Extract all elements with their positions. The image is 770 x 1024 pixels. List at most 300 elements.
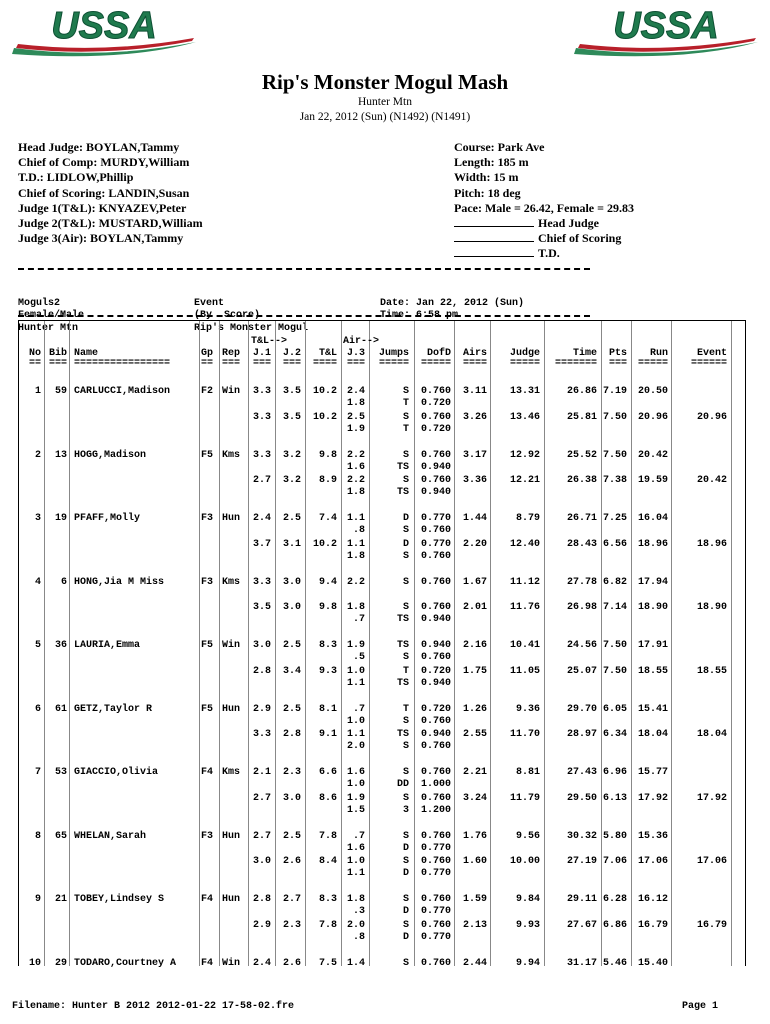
run-j3: .8 <box>352 931 365 943</box>
run-score: 15.77 <box>637 767 668 778</box>
run-j3: .3 <box>352 906 365 917</box>
column-divider <box>544 321 545 966</box>
run-j3: 2.2 <box>346 576 365 588</box>
run-jump: T <box>402 703 409 715</box>
run-j1: 2.4 <box>252 957 271 969</box>
run-j2: 2.5 <box>282 830 301 842</box>
run-jump: TS <box>396 729 409 740</box>
info-col-2: Event (By Score) Rip's Monster Mogul <box>194 297 309 334</box>
run-jump: D <box>402 513 409 524</box>
run-j3: 1.4 <box>346 957 365 969</box>
run-score: 18.96 <box>637 538 668 550</box>
run-score: 18.55 <box>637 665 668 677</box>
run-jump: D <box>402 906 409 917</box>
signature-chief-of-scoring: Chief of Scoring <box>454 231 634 246</box>
run-airs: 1.59 <box>462 894 487 905</box>
athlete-group: F5 <box>201 640 214 651</box>
athlete-rep: Win <box>222 386 241 397</box>
run-j1: 3.3 <box>252 729 271 740</box>
athlete-rank: 2 <box>34 449 41 461</box>
run-j2: 3.0 <box>282 576 301 588</box>
run-j1: 2.9 <box>252 919 271 931</box>
run-jump: S <box>402 602 409 613</box>
run-j3: 1.8 <box>346 602 365 613</box>
run-j3: 2.0 <box>346 741 365 752</box>
run-jump: S <box>402 386 409 397</box>
run-j1: 3.5 <box>252 602 271 613</box>
athlete-name: HOGG,Madison <box>74 449 147 461</box>
column-divider <box>341 321 342 966</box>
run-j2: 3.0 <box>282 602 301 613</box>
run-jump: S <box>402 576 409 588</box>
run-pts: 7.19 <box>602 386 627 397</box>
run-judge: 13.31 <box>509 386 540 397</box>
run-dofd: 0.940 <box>420 729 451 740</box>
run-dofd: 0.760 <box>420 957 451 969</box>
column-divider <box>305 321 306 966</box>
run-pts: 7.50 <box>602 411 627 423</box>
run-jump: D <box>402 931 409 943</box>
athlete-rank: 7 <box>34 767 41 778</box>
run-tl: 9.3 <box>318 665 337 677</box>
run-airs: 1.75 <box>462 665 487 677</box>
athlete-group: F2 <box>201 386 214 397</box>
athlete-rank: 10 <box>28 957 41 969</box>
athlete-rank: 8 <box>34 830 41 842</box>
athlete-event-score: 17.06 <box>696 856 727 867</box>
run-dofd: 0.720 <box>420 423 451 435</box>
run-j3: 1.6 <box>346 842 365 854</box>
column-divider <box>219 321 220 966</box>
run-jump: D <box>402 538 409 550</box>
divider-top <box>18 268 590 270</box>
run-tl: 7.5 <box>318 957 337 969</box>
athlete-group: F3 <box>201 576 214 588</box>
column-underline: ==== <box>462 358 487 369</box>
run-j2: 2.7 <box>282 894 301 905</box>
column-underline: == <box>201 358 214 369</box>
run-time: 25.07 <box>566 665 597 677</box>
run-dofd: 0.760 <box>420 550 451 562</box>
run-dofd: 0.720 <box>420 665 451 677</box>
run-tl: 9.1 <box>318 729 337 740</box>
course-name: Course: Park Ave <box>454 140 545 154</box>
run-j3: 2.2 <box>346 449 365 461</box>
run-j2: 2.6 <box>282 856 301 867</box>
official-judge-1: Judge 1(T&L): KNYAZEV,Peter <box>18 200 187 215</box>
athlete-event-score: 18.90 <box>696 602 727 613</box>
athlete-event-score: 20.96 <box>696 411 727 423</box>
run-jump: S <box>402 652 409 663</box>
run-dofd: 0.760 <box>420 830 451 842</box>
column-underline: ================ <box>74 358 171 369</box>
run-score: 18.04 <box>637 729 668 740</box>
run-j3: .8 <box>352 525 365 536</box>
athlete-event-score: 16.79 <box>696 919 727 931</box>
run-dofd: 0.770 <box>420 513 451 524</box>
run-judge: 9.56 <box>515 830 540 842</box>
course-width: Width: 15 m <box>454 170 519 185</box>
run-airs: 3.26 <box>462 411 487 423</box>
run-airs: 1.67 <box>462 576 487 588</box>
column-header-no: No <box>28 348 41 359</box>
run-jump: 3 <box>402 804 409 816</box>
athlete-rep: Hun <box>222 894 241 905</box>
run-judge: 9.94 <box>515 957 540 969</box>
column-underline: === <box>222 358 241 369</box>
run-time: 25.81 <box>566 411 597 423</box>
run-j2: 3.0 <box>282 792 301 804</box>
athlete-rank: 3 <box>34 513 41 524</box>
run-tl: 8.6 <box>318 792 337 804</box>
athlete-name: LAURIA,Emma <box>74 640 141 651</box>
athlete-group: F5 <box>201 703 214 715</box>
run-j2: 2.8 <box>282 729 301 740</box>
run-j2: 3.5 <box>282 386 301 397</box>
run-j3: 1.8 <box>346 894 365 905</box>
run-jump: S <box>402 957 409 969</box>
run-score: 17.94 <box>637 576 668 588</box>
run-jump: TS <box>396 487 409 498</box>
column-header-tl: T&L <box>318 348 337 359</box>
athlete-rank: 5 <box>34 640 41 651</box>
info-col-3: Date: Jan 22, 2012 (Sun) Time: 6:58 pm <box>380 297 525 322</box>
run-tl: 7.4 <box>318 513 337 524</box>
run-pts: 6.13 <box>602 792 627 804</box>
athlete-rank: 4 <box>34 576 41 588</box>
results-table <box>18 320 746 969</box>
run-j1: 2.7 <box>252 830 271 842</box>
run-judge: 12.40 <box>509 538 540 550</box>
run-j1: 3.0 <box>252 856 271 867</box>
run-j2: 2.6 <box>282 957 301 969</box>
run-score: 15.36 <box>637 830 668 842</box>
run-tl: 8.1 <box>318 703 337 715</box>
athlete-name: CARLUCCI,Madison <box>74 386 171 397</box>
run-j2: 3.2 <box>282 449 301 461</box>
athlete-name: WHELAN,Sarah <box>74 830 147 842</box>
run-dofd: 0.770 <box>420 842 451 854</box>
athlete-event-score: 17.92 <box>696 792 727 804</box>
run-time: 30.32 <box>566 830 597 842</box>
run-dofd: 0.720 <box>420 398 451 409</box>
run-j1: 3.3 <box>252 449 271 461</box>
run-dofd: 0.760 <box>420 894 451 905</box>
run-judge: 11.05 <box>509 665 540 677</box>
run-time: 27.67 <box>566 919 597 931</box>
column-divider <box>414 321 415 966</box>
column-header-dofd: DofD <box>426 348 451 359</box>
athlete-bib: 65 <box>54 830 67 842</box>
athlete-rank: 6 <box>34 703 41 715</box>
column-header-airs: Airs <box>462 348 487 359</box>
run-time: 26.86 <box>566 386 597 397</box>
run-time: 29.50 <box>566 792 597 804</box>
tl-arrow-label: T&L--> <box>251 336 288 347</box>
run-judge: 10.00 <box>509 856 540 867</box>
column-underline: === <box>346 358 365 369</box>
run-j3: 1.5 <box>346 804 365 816</box>
run-jump: S <box>402 741 409 752</box>
run-judge: 11.12 <box>509 576 540 588</box>
run-j1: 3.3 <box>252 411 271 423</box>
column-header-judge: Judge <box>509 348 540 359</box>
column-header-j2: J.2 <box>282 348 301 359</box>
run-j1: 2.7 <box>252 475 271 486</box>
run-judge: 12.21 <box>509 475 540 486</box>
run-pts: 7.25 <box>602 513 627 524</box>
run-airs: 3.24 <box>462 792 487 804</box>
column-underline: == <box>28 358 41 369</box>
official-chief-of-comp: Chief of Comp: MURDY,William <box>18 155 190 170</box>
athlete-group: F4 <box>201 894 214 905</box>
run-judge: 12.92 <box>509 449 540 461</box>
run-jump: D <box>402 842 409 854</box>
signature-head-judge: Head Judge <box>454 216 634 231</box>
run-tl: 9.8 <box>318 449 337 461</box>
run-airs: 2.55 <box>462 729 487 740</box>
column-divider <box>631 321 632 966</box>
run-j2: 2.5 <box>282 703 301 715</box>
run-pts: 7.50 <box>602 449 627 461</box>
column-divider <box>369 321 370 966</box>
athlete-rep: Win <box>222 640 241 651</box>
column-header-run: Run <box>649 348 668 359</box>
venue: Hunter Mtn <box>358 96 412 108</box>
run-dofd: 0.770 <box>420 538 451 550</box>
run-pts: 6.56 <box>602 538 627 550</box>
run-pts: 7.14 <box>602 602 627 613</box>
run-tl: 6.6 <box>318 767 337 778</box>
run-dofd: 0.760 <box>420 715 451 727</box>
athlete-bib: 59 <box>54 386 67 397</box>
column-divider <box>44 321 45 966</box>
run-time: 31.17 <box>566 957 597 969</box>
run-tl: 10.2 <box>312 538 337 550</box>
run-j3: 2.4 <box>346 386 365 397</box>
run-jump: T <box>402 423 409 435</box>
run-pts: 6.82 <box>602 576 627 588</box>
column-underline: === <box>282 358 301 369</box>
course-info <box>454 140 634 262</box>
athlete-group: F3 <box>201 830 214 842</box>
run-j3: 1.0 <box>346 856 365 867</box>
column-header-time: Time <box>572 348 597 359</box>
run-j3: 1.9 <box>346 792 365 804</box>
run-time: 26.98 <box>566 602 597 613</box>
run-score: 15.40 <box>637 957 668 969</box>
column-underline: ======= <box>554 358 597 369</box>
run-dofd: 0.770 <box>420 931 451 943</box>
run-j2: 3.5 <box>282 411 301 423</box>
run-j3: 1.8 <box>346 487 365 498</box>
run-judge: 9.36 <box>515 703 540 715</box>
course-pace: Pace: Male = 26.42, Female = 29.83 <box>454 200 634 215</box>
run-dofd: 0.760 <box>420 741 451 752</box>
run-j2: 2.3 <box>282 919 301 931</box>
run-j3: 1.1 <box>346 538 365 550</box>
athlete-bib: 21 <box>54 894 67 905</box>
run-tl: 9.8 <box>318 602 337 613</box>
athlete-group: F4 <box>201 957 214 969</box>
athlete-name: GIACCIO,Olivia <box>74 767 159 778</box>
run-judge: 10.41 <box>509 640 540 651</box>
run-j3: .7 <box>352 703 365 715</box>
run-pts: 7.50 <box>602 665 627 677</box>
run-time: 29.11 <box>566 894 597 905</box>
column-divider <box>490 321 491 966</box>
run-dofd: 0.760 <box>420 602 451 613</box>
run-pts: 5.46 <box>602 957 627 969</box>
run-jump: S <box>402 792 409 804</box>
run-tl: 9.4 <box>318 576 337 588</box>
run-jump: S <box>402 856 409 867</box>
athlete-rep: Kms <box>222 767 241 778</box>
run-score: 20.50 <box>637 386 668 397</box>
column-underline: ==== <box>312 358 337 369</box>
column-divider <box>601 321 602 966</box>
divider-bottom <box>18 315 590 317</box>
run-airs: 1.60 <box>462 856 487 867</box>
official-td: T.D.: LIDLOW,Phillip <box>18 170 134 185</box>
run-j3: 1.0 <box>346 715 365 727</box>
run-j1: 2.4 <box>252 513 271 524</box>
column-header-rep: Rep <box>222 348 241 359</box>
run-j3: 2.0 <box>346 919 365 931</box>
run-jump: S <box>402 550 409 562</box>
athlete-bib: 53 <box>54 767 67 778</box>
run-dofd: 0.760 <box>420 652 451 663</box>
run-airs: 1.26 <box>462 703 487 715</box>
athlete-name: GETZ,Taylor R <box>74 703 153 715</box>
run-dofd: 0.760 <box>420 525 451 536</box>
column-underline: ===== <box>378 358 409 369</box>
run-score: 17.06 <box>637 856 668 867</box>
column-header-j3: J.3 <box>346 348 365 359</box>
run-score: 18.90 <box>637 602 668 613</box>
footer-page: Page 1 <box>682 1001 719 1012</box>
run-pts: 7.06 <box>602 856 627 867</box>
run-dofd: 0.940 <box>420 677 451 689</box>
course-length: Length: 185 m <box>454 155 529 170</box>
run-airs: 3.17 <box>462 449 487 461</box>
athlete-rep: Hun <box>222 513 241 524</box>
officials-list <box>18 140 203 246</box>
run-airs: 2.13 <box>462 919 487 931</box>
column-underline: ====== <box>690 358 727 369</box>
course-pitch: Pitch: 18 deg <box>454 185 521 200</box>
column-header-gp: Gp <box>201 348 214 359</box>
run-tl: 8.4 <box>318 856 337 867</box>
athlete-bib: 13 <box>54 449 67 461</box>
column-divider <box>248 321 249 966</box>
run-dofd: 0.940 <box>420 461 451 473</box>
run-time: 29.70 <box>566 703 597 715</box>
run-j3: 1.1 <box>346 868 365 879</box>
run-dofd: 1.000 <box>420 779 451 790</box>
run-tl: 7.8 <box>318 919 337 931</box>
athlete-rep: Hun <box>222 703 241 715</box>
run-j2: 2.3 <box>282 767 301 778</box>
athlete-event-score: 18.04 <box>696 729 727 740</box>
run-jump: DD <box>396 779 409 790</box>
column-divider <box>671 321 672 966</box>
ussa-logo-left <box>4 4 204 62</box>
run-time: 24.56 <box>566 640 597 651</box>
run-dofd: 0.760 <box>420 475 451 486</box>
run-jump: S <box>402 525 409 536</box>
run-j3: 2.5 <box>346 411 365 423</box>
run-time: 28.97 <box>566 729 597 740</box>
run-j3: 1.9 <box>346 423 365 435</box>
run-jump: TS <box>396 640 409 651</box>
run-j3: .5 <box>352 652 365 663</box>
run-j2: 3.2 <box>282 475 301 486</box>
run-tl: 8.3 <box>318 894 337 905</box>
run-judge: 13.46 <box>509 411 540 423</box>
column-header-name: Name <box>74 348 99 359</box>
athlete-bib: 61 <box>54 703 67 715</box>
run-j2: 2.5 <box>282 640 301 651</box>
run-jump: S <box>402 449 409 461</box>
run-j1: 2.8 <box>252 665 271 677</box>
run-dofd: 0.760 <box>420 792 451 804</box>
athlete-rep: Hun <box>222 830 241 842</box>
run-dofd: 0.770 <box>420 868 451 879</box>
run-time: 28.43 <box>566 538 597 550</box>
athlete-group: F3 <box>201 513 214 524</box>
run-pts: 7.50 <box>602 640 627 651</box>
run-dofd: 0.760 <box>420 576 451 588</box>
run-airs: 2.44 <box>462 957 487 969</box>
run-j3: 1.8 <box>346 398 365 409</box>
run-pts: 5.80 <box>602 830 627 842</box>
run-j2: 3.1 <box>282 538 301 550</box>
athlete-event-score: 18.96 <box>696 538 727 550</box>
column-underline: ===== <box>420 358 451 369</box>
logo-text-right: USSA <box>613 5 719 47</box>
column-divider <box>69 321 70 966</box>
run-j3: 1.1 <box>346 513 365 524</box>
run-jump: T <box>402 398 409 409</box>
run-airs: 3.36 <box>462 475 487 486</box>
athlete-bib: 36 <box>54 640 67 651</box>
run-jump: S <box>402 767 409 778</box>
run-airs: 2.01 <box>462 602 487 613</box>
ussa-logo-right <box>566 4 766 62</box>
run-dofd: 0.940 <box>420 614 451 625</box>
run-j3: 1.9 <box>346 640 365 651</box>
run-airs: 1.44 <box>462 513 487 524</box>
run-pts: 6.86 <box>602 919 627 931</box>
athlete-name: TOBEY,Lindsey S <box>74 894 165 905</box>
run-j1: 3.7 <box>252 538 271 550</box>
run-airs: 2.21 <box>462 767 487 778</box>
signature-td: T.D. <box>454 246 634 261</box>
run-j1: 2.1 <box>252 767 271 778</box>
run-jump: S <box>402 919 409 931</box>
run-jump: TS <box>396 461 409 473</box>
run-tl: 8.3 <box>318 640 337 651</box>
run-j2: 3.4 <box>282 665 301 677</box>
run-j3: 1.0 <box>346 779 365 790</box>
run-j3: 1.1 <box>346 729 365 740</box>
run-judge: 11.76 <box>509 602 540 613</box>
run-time: 26.38 <box>566 475 597 486</box>
athlete-rep: Kms <box>222 449 241 461</box>
page-title: Rip's Monster Mogul Mash <box>261 70 509 94</box>
run-pts: 6.28 <box>602 894 627 905</box>
